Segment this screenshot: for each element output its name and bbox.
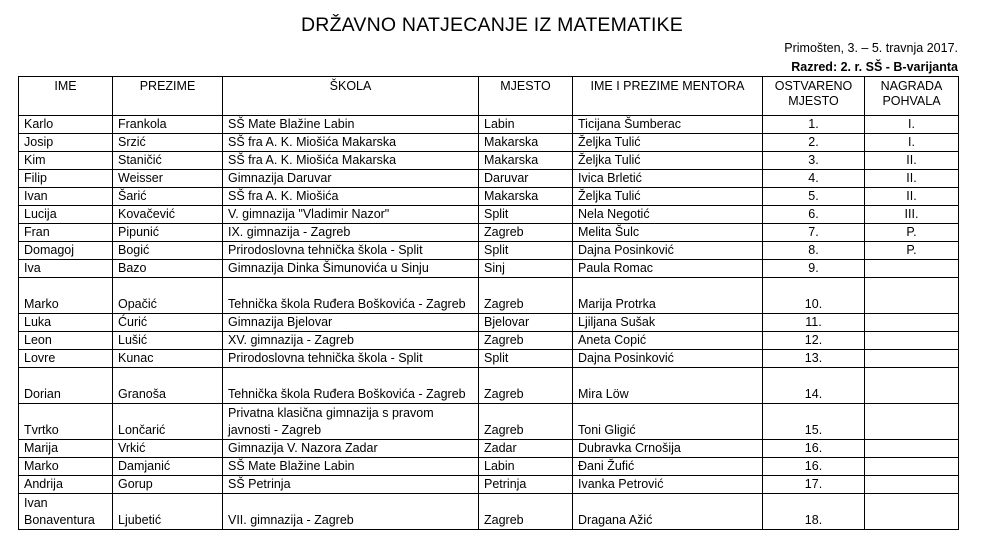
cell-mentor: Ticijana Šumberac: [573, 116, 763, 134]
cell-last-name: Srzić: [113, 134, 223, 152]
cell-school: Gimnazija Bjelovar: [223, 314, 479, 332]
cell-town: Makarska: [479, 152, 573, 170]
cell-first-name: Karlo: [19, 116, 113, 134]
cell-first-name: Ivan: [19, 188, 113, 206]
cell-mentor: Melita Šulc: [573, 224, 763, 242]
cell-school: SŠ Mate Blažine Labin: [223, 458, 479, 476]
cell-school: Tehnička škola Ruđera Boškovića - Zagreb: [223, 368, 479, 404]
cell-first-name: Domagoj: [19, 242, 113, 260]
cell-town: Split: [479, 242, 573, 260]
cell-award: [865, 278, 959, 314]
cell-last-name: Granoša: [113, 368, 223, 404]
cell-first-name: Leon: [19, 332, 113, 350]
place-and-date: Primošten, 3. – 5. travnja 2017.: [784, 41, 958, 55]
cell-town: Labin: [479, 116, 573, 134]
cell-award: I.: [865, 116, 959, 134]
results-table: [18, 76, 959, 530]
cell-last-name: Weisser: [113, 170, 223, 188]
cell-mentor: Ivanka Petrović: [573, 476, 763, 494]
cell-mentor: Željka Tulić: [573, 134, 763, 152]
cell-place: 11.: [763, 314, 865, 332]
cell-school: Gimnazija V. Nazora Zadar: [223, 440, 479, 458]
cell-first-name: Filip: [19, 170, 113, 188]
cell-school: Prirodoslovna tehnička škola - Split: [223, 242, 479, 260]
cell-last-name: Staničić: [113, 152, 223, 170]
cell-town: Split: [479, 206, 573, 224]
cell-award: II.: [865, 152, 959, 170]
cell-mentor: Ivica Brletić: [573, 170, 763, 188]
cell-place: 5.: [763, 188, 865, 206]
cell-place: 2.: [763, 134, 865, 152]
cell-town: Zagreb: [479, 278, 573, 314]
cell-place: 4.: [763, 170, 865, 188]
cell-first-name: Dorian: [19, 368, 113, 404]
cell-mentor: Paula Romac: [573, 260, 763, 278]
cell-first-name: Iva: [19, 260, 113, 278]
cell-place: 3.: [763, 152, 865, 170]
header-last-name: PREZIME: [113, 77, 223, 116]
cell-award: II.: [865, 188, 959, 206]
cell-award: [865, 314, 959, 332]
table-row: [19, 368, 959, 404]
cell-first-name: Luka: [19, 314, 113, 332]
cell-town: Zagreb: [479, 494, 573, 530]
cell-last-name: Damjanić: [113, 458, 223, 476]
cell-award: [865, 476, 959, 494]
cell-place: 1.: [763, 116, 865, 134]
cell-first-name: Tvrtko: [19, 404, 113, 440]
cell-first-name: Josip: [19, 134, 113, 152]
cell-mentor: Mira Löw: [573, 368, 763, 404]
cell-mentor: Ljiljana Sušak: [573, 314, 763, 332]
cell-school: SŠ fra A. K. Miošića: [223, 188, 479, 206]
cell-school: Prirodoslovna tehnička škola - Split: [223, 350, 479, 368]
cell-first-name: Marko: [19, 278, 113, 314]
cell-mentor: Dajna Posinković: [573, 242, 763, 260]
table-row: [19, 260, 959, 278]
table-row: [19, 404, 959, 440]
cell-mentor: Dubravka Crnošija: [573, 440, 763, 458]
table-row: [19, 116, 959, 134]
header-mentor: IME I PREZIME MENTORA: [573, 77, 763, 116]
cell-school: SŠ Mate Blažine Labin: [223, 116, 479, 134]
cell-town: Daruvar: [479, 170, 573, 188]
cell-place: 14.: [763, 368, 865, 404]
cell-place: 10.: [763, 278, 865, 314]
cell-mentor: Dragana Ažić: [573, 494, 763, 530]
cell-school: Gimnazija Dinka Šimunovića u Sinju: [223, 260, 479, 278]
cell-school: SŠ fra A. K. Miošića Makarska: [223, 134, 479, 152]
cell-award: [865, 458, 959, 476]
cell-mentor: Toni Gligić: [573, 404, 763, 440]
table-row: [19, 494, 959, 530]
cell-town: Bjelovar: [479, 314, 573, 332]
cell-award: P.: [865, 242, 959, 260]
table-row: [19, 206, 959, 224]
cell-school: VII. gimnazija - Zagreb: [223, 494, 479, 530]
cell-award: P.: [865, 224, 959, 242]
table-row: [19, 152, 959, 170]
cell-last-name: Bogić: [113, 242, 223, 260]
cell-place: 15.: [763, 404, 865, 440]
cell-first-name: Marko: [19, 458, 113, 476]
grade-label: Razred: 2. r. SŠ - B-varijanta: [791, 60, 958, 74]
table-row: [19, 332, 959, 350]
cell-last-name: Kovačević: [113, 206, 223, 224]
cell-town: Zagreb: [479, 332, 573, 350]
table-row: [19, 458, 959, 476]
cell-first-name: Ivan Bonaventura: [19, 494, 113, 530]
cell-place: 17.: [763, 476, 865, 494]
cell-first-name: Fran: [19, 224, 113, 242]
table-row: [19, 134, 959, 152]
cell-award: [865, 404, 959, 440]
cell-mentor: Đani Žufić: [573, 458, 763, 476]
cell-award: [865, 260, 959, 278]
cell-town: Makarska: [479, 134, 573, 152]
cell-last-name: Bazo: [113, 260, 223, 278]
cell-place: 9.: [763, 260, 865, 278]
cell-town: Split: [479, 350, 573, 368]
cell-town: Zagreb: [479, 224, 573, 242]
cell-school: XV. gimnazija - Zagreb: [223, 332, 479, 350]
table-row: [19, 224, 959, 242]
cell-first-name: Lucija: [19, 206, 113, 224]
cell-award: [865, 350, 959, 368]
cell-school: SŠ Petrinja: [223, 476, 479, 494]
cell-school: Gimnazija Daruvar: [223, 170, 479, 188]
table-row: [19, 278, 959, 314]
table-row: [19, 476, 959, 494]
cell-last-name: Opačić: [113, 278, 223, 314]
cell-award: I.: [865, 134, 959, 152]
cell-town: Petrinja: [479, 476, 573, 494]
table-row: [19, 242, 959, 260]
header-school: ŠKOLA: [223, 77, 479, 116]
cell-award: III.: [865, 206, 959, 224]
cell-award: [865, 494, 959, 530]
cell-school: IX. gimnazija - Zagreb: [223, 224, 479, 242]
cell-school: Tehnička škola Ruđera Boškovića - Zagreb: [223, 278, 479, 314]
cell-place: 12.: [763, 332, 865, 350]
cell-first-name: Lovre: [19, 350, 113, 368]
cell-mentor: Nela Negotić: [573, 206, 763, 224]
cell-award: [865, 440, 959, 458]
cell-place: 13.: [763, 350, 865, 368]
cell-award: [865, 368, 959, 404]
cell-mentor: Marija Protrka: [573, 278, 763, 314]
cell-first-name: Kim: [19, 152, 113, 170]
cell-school: V. gimnazija "Vladimir Nazor": [223, 206, 479, 224]
cell-last-name: Pipunić: [113, 224, 223, 242]
cell-town: Makarska: [479, 188, 573, 206]
cell-place: 6.: [763, 206, 865, 224]
table-row: [19, 314, 959, 332]
cell-last-name: Ljubetić: [113, 494, 223, 530]
table-header-row: [19, 77, 959, 116]
cell-mentor: Željka Tulić: [573, 152, 763, 170]
cell-place: 16.: [763, 440, 865, 458]
cell-last-name: Lušić: [113, 332, 223, 350]
cell-last-name: Gorup: [113, 476, 223, 494]
cell-last-name: Ćurić: [113, 314, 223, 332]
cell-town: Zagreb: [479, 404, 573, 440]
cell-mentor: Aneta Copić: [573, 332, 763, 350]
cell-town: Sinj: [479, 260, 573, 278]
cell-school: SŠ fra A. K. Miošića Makarska: [223, 152, 479, 170]
table-row: [19, 350, 959, 368]
cell-place: 18.: [763, 494, 865, 530]
cell-school: Privatna klasična gimnazija s pravom javnosti - Zagreb: [223, 404, 479, 440]
cell-town: Zagreb: [479, 368, 573, 404]
header-town: MJESTO: [479, 77, 573, 116]
cell-last-name: Frankola: [113, 116, 223, 134]
header-first-name: IME: [19, 77, 113, 116]
cell-place: 7.: [763, 224, 865, 242]
cell-mentor: Željka Tulić: [573, 188, 763, 206]
cell-award: [865, 332, 959, 350]
cell-last-name: Šarić: [113, 188, 223, 206]
cell-place: 16.: [763, 458, 865, 476]
cell-mentor: Dajna Posinković: [573, 350, 763, 368]
cell-last-name: Kunac: [113, 350, 223, 368]
document-title: DRŽAVNO NATJECANJE IZ MATEMATIKE: [301, 14, 683, 36]
cell-first-name: Andrija: [19, 476, 113, 494]
cell-town: Zadar: [479, 440, 573, 458]
header-award: NAGRADA POHVALA: [865, 77, 959, 116]
cell-last-name: Vrkić: [113, 440, 223, 458]
table-row: [19, 188, 959, 206]
header-place: OSTVARENO MJESTO: [763, 77, 865, 116]
table-row: [19, 440, 959, 458]
cell-town: Labin: [479, 458, 573, 476]
results-body: [19, 116, 959, 530]
cell-first-name: Marija: [19, 440, 113, 458]
cell-last-name: Lončarić: [113, 404, 223, 440]
table-row: [19, 170, 959, 188]
cell-award: II.: [865, 170, 959, 188]
cell-place: 8.: [763, 242, 865, 260]
